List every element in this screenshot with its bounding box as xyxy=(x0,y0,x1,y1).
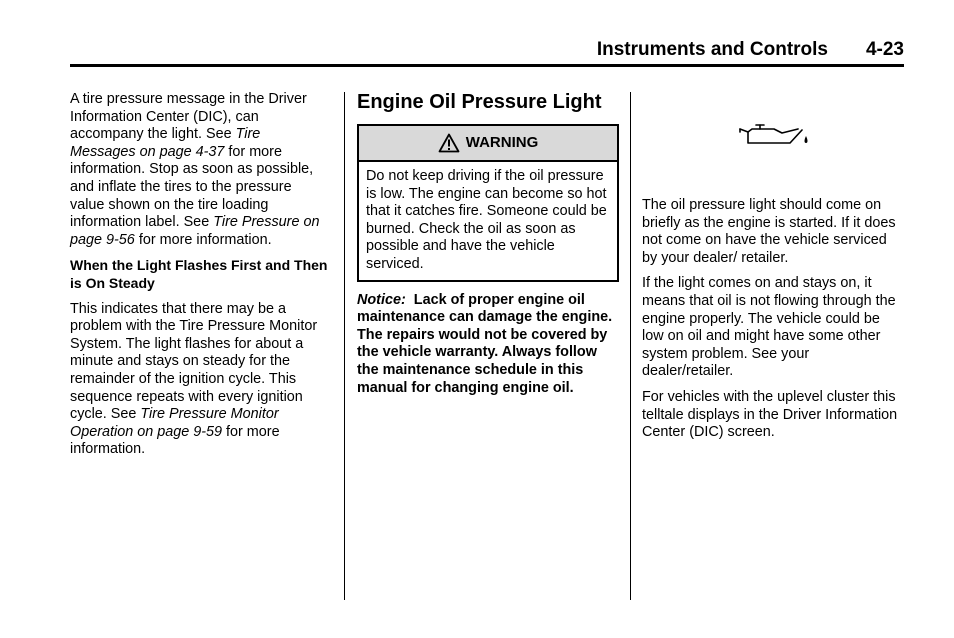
page-number: 4-23 xyxy=(865,39,904,60)
paragraph: If the light comes on and stays on, it means that oil is not flowing through the engine properly. The vehicle could be low on oil and might have some other system problem. See your dealer/retailer. xyxy=(642,275,896,380)
cross-reference-link[interactable]: Tire Messages on page 4‑37 xyxy=(70,126,261,160)
oil-can-icon xyxy=(738,122,810,148)
column-divider xyxy=(344,92,345,600)
column-divider xyxy=(630,92,631,600)
warning-label: WARNING xyxy=(465,134,539,152)
paragraph: This indicates that there may be a problem with the Tire Pressure Monitor System. The light flashes for about a minute and stays on steady for the remainder of the ignition cycle. This sequence repeats with every ignition cycle. See Tire Pressure Monitor Operation on page 9‑59 for more information. xyxy=(70,300,318,458)
column-right xyxy=(642,197,904,450)
section-heading: Engine Oil Pressure Light xyxy=(357,91,602,113)
notice-label: Notice: xyxy=(357,291,406,308)
section-title: Instruments and Controls xyxy=(596,39,828,60)
notice-text: Notice: Lack of proper engine oil maintenance can damage the engine. The repairs would not be covered by the vehicle warranty. Always follow the maintenance schedule in this manual for changing engine oil. xyxy=(357,291,613,396)
cross-reference-link[interactable]: Tire Pressure Monitor Operation on page 9‑59 xyxy=(70,406,279,440)
header-rule xyxy=(70,64,904,67)
paragraph: For vehicles with the uplevel cluster this telltale displays in the Driver Information Center (DIC) screen. xyxy=(642,388,898,441)
warning-body: Do not keep driving if the oil pressure is low. The engine can become so hot that it catches fire. Someone could be burned. Check the oil as soon as possible and have the vehicle serviced. xyxy=(366,168,607,272)
warning-exclamation-icon xyxy=(438,133,460,153)
paragraph: The oil pressure light should come on briefly as the engine is started. If it does not come on have the vehicle serviced by your dealer/ retailer. xyxy=(642,197,896,266)
column-middle xyxy=(357,90,619,397)
subheading: When the Light Flashes First and Then is On Steady xyxy=(70,257,328,291)
cross-reference-link[interactable]: Tire Pressure on page 9‑56 xyxy=(70,214,320,248)
paragraph: A tire pressure message in the Driver Information Center (DIC), can accompany the light. See Tire Messages on page 4‑37 for more information. Stop as soon as possible, and inflate the tires to the pressure value shown on the tire loading information label. See Tire Pressure on page 9‑56 for more information. xyxy=(70,91,320,248)
page-header xyxy=(70,38,904,64)
warning-header xyxy=(359,126,617,162)
column-left xyxy=(70,91,328,467)
warning-box xyxy=(357,124,619,282)
